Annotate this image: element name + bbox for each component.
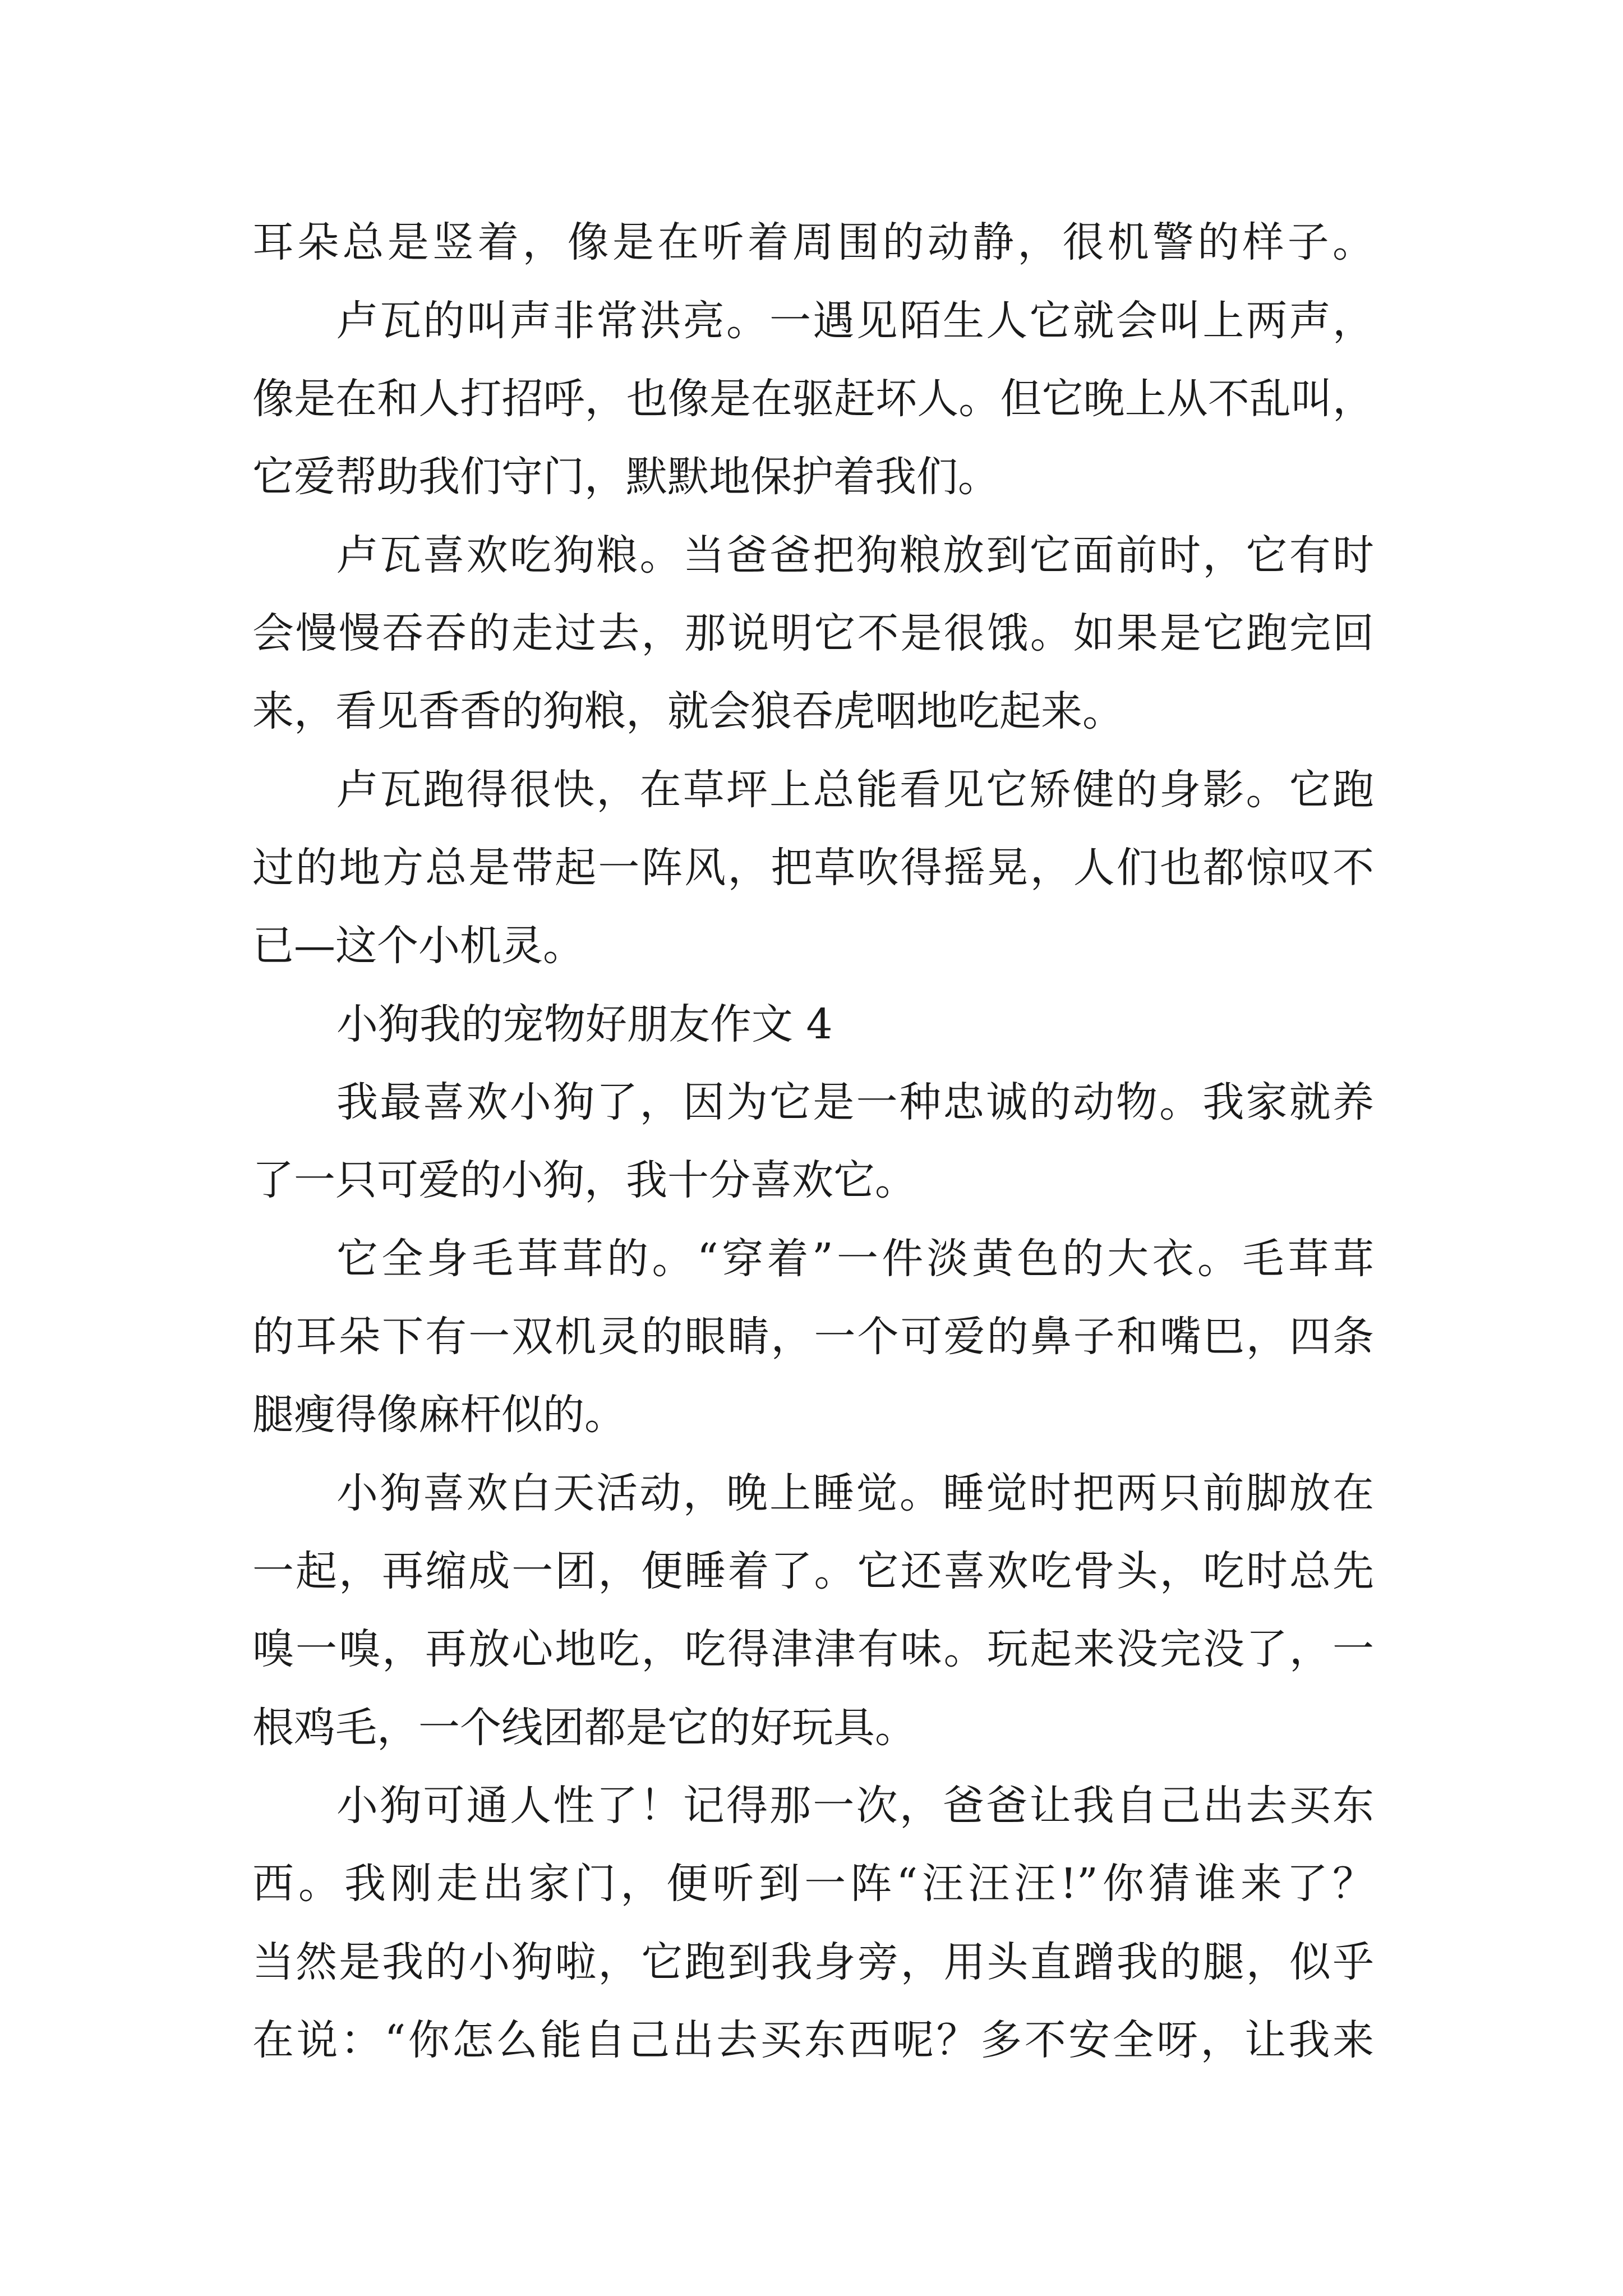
text-line: 了一只可爱的小狗，我十分喜欢它。 bbox=[252, 1156, 916, 1204]
text-line: 的耳朵下有一双机灵的眼睛，一个可爱的鼻子和嘴巴，四条 bbox=[252, 1313, 1374, 1361]
text-line: 已—这个小机灵。 bbox=[252, 922, 584, 970]
text-line: 当然是我的小狗啦，它跑到我身旁，用头直蹭我的腿，似乎 bbox=[252, 1938, 1374, 1986]
text-line: 耳朵总是竖着，像是在听着周围的动静，很机警的样子。 bbox=[252, 218, 1374, 266]
text-line: 卢瓦跑得很快，在草坪上总能看见它矫健的身影。它跑 bbox=[336, 766, 1374, 814]
text-line: 它全身毛茸茸的。“穿着”一件淡黄色的大衣。毛茸茸 bbox=[336, 1235, 1374, 1283]
text-line: 它爱帮助我们守门，默默地保护着我们。 bbox=[252, 453, 999, 501]
text-line: 根鸡毛，一个线团都是它的好玩具。 bbox=[252, 1704, 916, 1752]
text-line: 会慢慢吞吞的走过去，那说明它不是很饿。如果是它跑完回 bbox=[252, 609, 1374, 657]
text-line: 嗅一嗅，再放心地吃，吃得津津有味。玩起来没完没了，一 bbox=[252, 1625, 1374, 1673]
section-heading: 小狗我的宠物好朋友作文 4 bbox=[336, 1000, 833, 1048]
text-line: 小狗喜欢白天活动，晚上睡觉。睡觉时把两只前脚放在 bbox=[336, 1469, 1374, 1517]
text-line: 我最喜欢小狗了，因为它是一种忠诚的动物。我家就养 bbox=[336, 1078, 1374, 1126]
text-line: 卢瓦的叫声非常洪亮。一遇见陌生人它就会叫上两声， bbox=[336, 297, 1374, 345]
text-line: 一起，再缩成一团，便睡着了。它还喜欢吃骨头，吃时总先 bbox=[252, 1547, 1374, 1595]
text-line: 卢瓦喜欢吃狗粮。当爸爸把狗粮放到它面前时，它有时 bbox=[336, 531, 1374, 579]
text-line: 在说：“你怎么能自己出去买东西呢？多不安全呀，让我来 bbox=[252, 2016, 1374, 2064]
text-line: 过的地方总是带起一阵风，把草吹得摇晃，人们也都惊叹不 bbox=[252, 844, 1374, 892]
text-line: 腿瘦得像麻杆似的。 bbox=[252, 1391, 626, 1439]
text-line: 像是在和人打招呼，也像是在驱赶坏人。但它晚上从不乱叫， bbox=[252, 375, 1374, 423]
text-line: 小狗可通人性了！记得那一次，爸爸让我自己出去买东 bbox=[336, 1782, 1374, 1830]
text-line: 来，看见香香的狗粮，就会狼吞虎咽地吃起来。 bbox=[252, 687, 1124, 735]
text-line: 西。我刚走出家门，便听到一阵“汪汪汪!”你猜谁来了？ bbox=[252, 1860, 1374, 1908]
